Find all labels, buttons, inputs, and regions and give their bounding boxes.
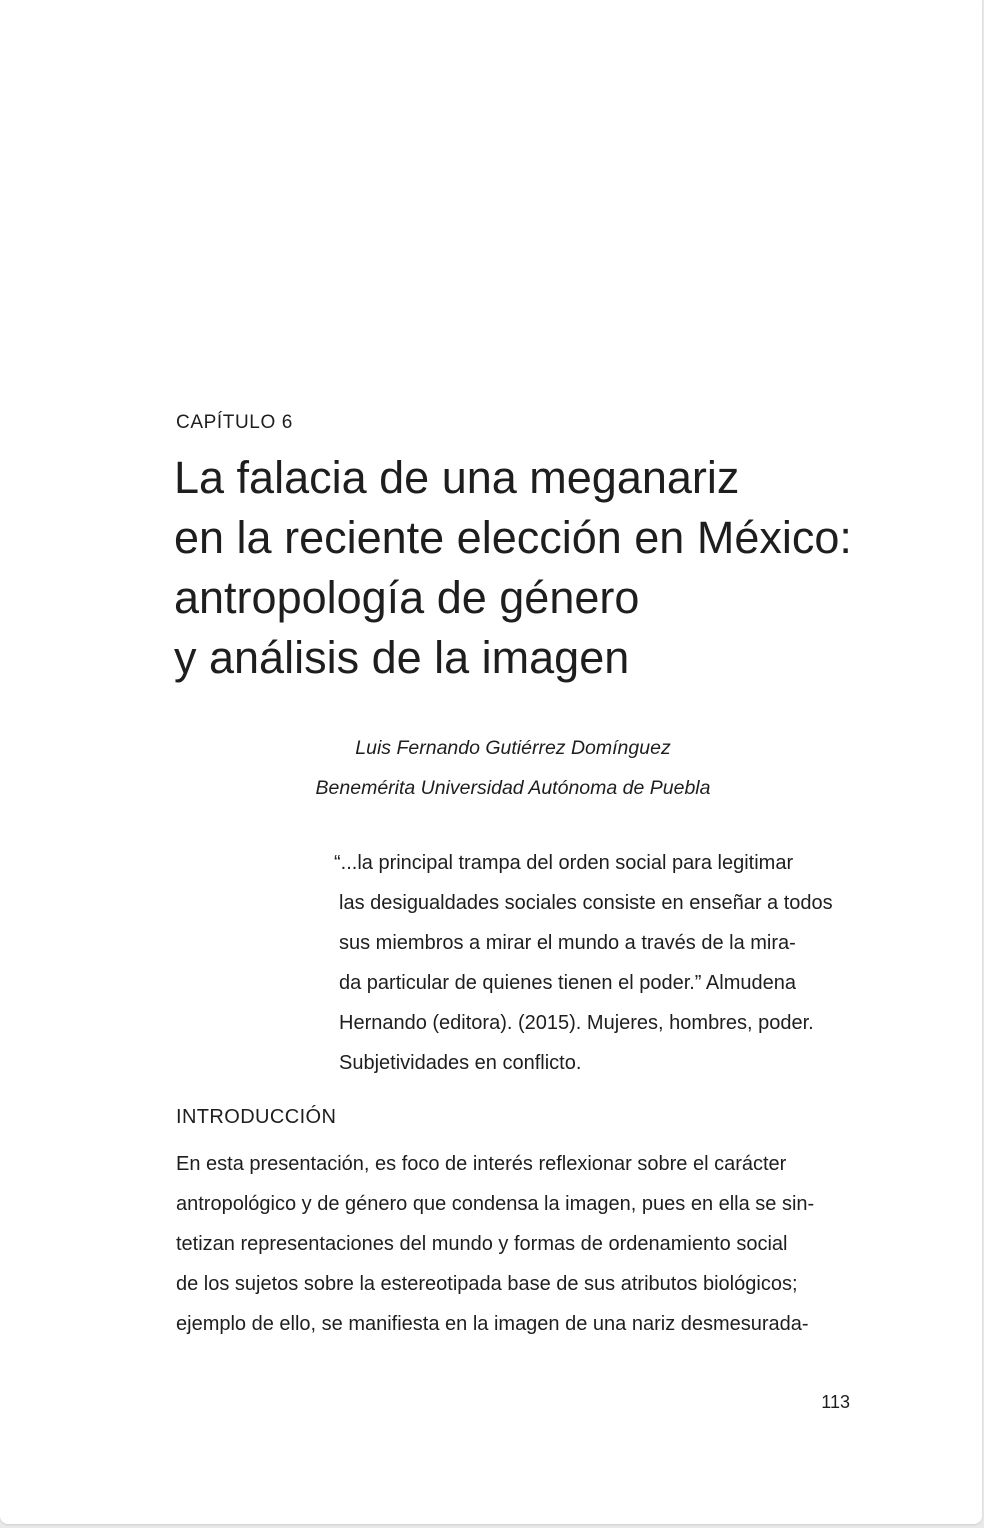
body-line: antropológico y de género que condensa la imagen, pues en ella se sin- — [176, 1193, 815, 1215]
epigraph-line: Subjetividades en conflicto. — [339, 1052, 582, 1074]
title-line: y análisis de la imagen — [174, 632, 630, 683]
title-line: antropología de género — [174, 572, 640, 623]
epigraph-line: las desigualdades sociales consiste en enseñar a todos — [339, 892, 833, 914]
epigraph — [334, 843, 864, 1083]
chapter-title — [174, 448, 894, 688]
epigraph-line: Hernando (editora). (2015). Mujeres, hombres, poder. — [339, 1012, 814, 1034]
title-line: en la reciente elección en México: — [174, 512, 852, 563]
epigraph-line: sus miembros a mirar el mundo a través de la mira- — [339, 932, 796, 954]
epigraph-line: da particular de quienes tienen el poder.” Almudena — [339, 972, 796, 994]
author-affiliation: Benemérita Universidad Autónoma de Puebla — [315, 777, 711, 799]
body-line: ejemplo de ello, se manifiesta en la imagen de una nariz desmesurada- — [176, 1313, 809, 1335]
chapter-label: CAPÍTULO 6 — [176, 412, 293, 433]
body-line: tetizan representaciones del mundo y formas de ordenamiento social — [176, 1233, 788, 1255]
title-line: La falacia de una meganariz — [174, 452, 740, 503]
epigraph-line: “...la principal trampa del orden social para legitimar — [334, 852, 794, 874]
page-number: 113 — [821, 1392, 850, 1412]
author-name: Luis Fernando Gutiérrez Domínguez — [355, 737, 671, 759]
body-line: de los sujetos sobre la estereotipada base de sus atributos biológicos; — [176, 1273, 798, 1295]
section-heading: INTRODUCCIÓN — [176, 1106, 337, 1128]
body-line: En esta presentación, es foco de interés reflexionar sobre el carácter — [176, 1153, 787, 1175]
body-paragraph — [176, 1144, 866, 1344]
author-block — [176, 728, 850, 808]
